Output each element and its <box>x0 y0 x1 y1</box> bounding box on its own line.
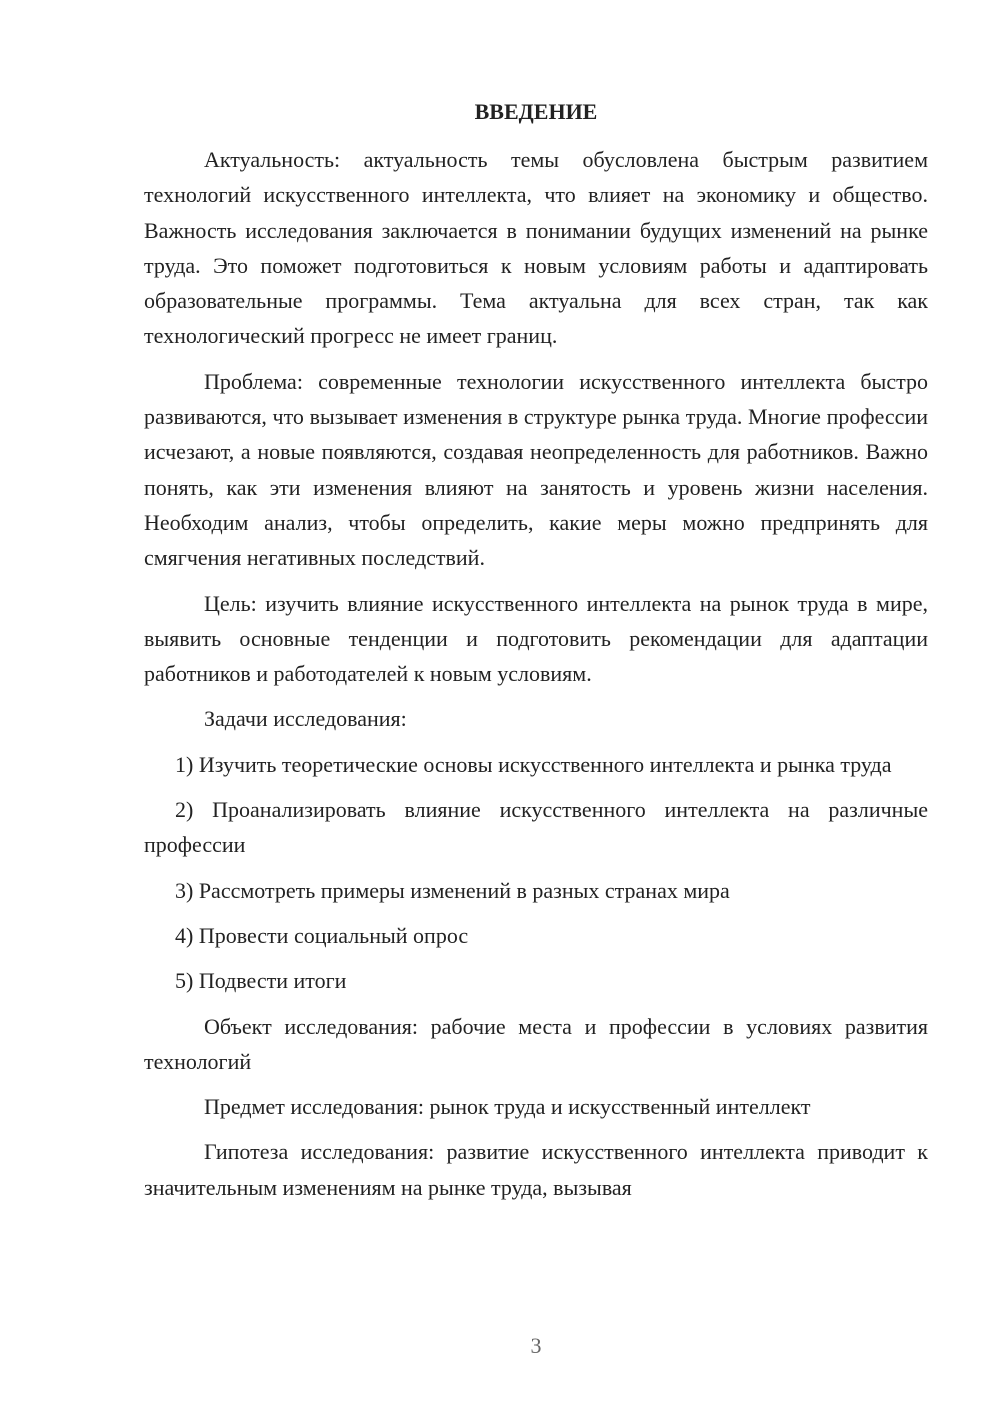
task-item-4: 4) Провести социальный опрос <box>175 922 469 948</box>
subject-paragraph: Предмет исследования: рынок труда и искусственный интеллект <box>204 1094 811 1120</box>
relevance-paragraph: Актуальность: актуальность темы обусловлена быстрым развитием технологий искусственного интеллекта, что влияет на экономику и общество. Важность исследования заключается в понимании будущих изменений на рынке труда. Это поможет подготовиться к новым условиям работы и адаптировать образовательные программы. Тема актуальна для всех стран, так как технологический прогресс не имеет границ. <box>144 147 928 349</box>
task-item-3: 3) Рассмотреть примеры изменений в разных странах мира <box>175 877 730 903</box>
section-title: ВВЕДЕНИЕ <box>474 99 598 124</box>
page-number: 3 <box>530 1333 542 1358</box>
tasks-heading: Задачи исследования: <box>204 706 407 732</box>
page-content <box>144 94 928 1205</box>
problem-paragraph: Проблема: современные технологии искусственного интеллекта быстро развиваются, что вызывает изменения в структуре рынка труда. Многие профессии исчезают, а новые появляются, создавая неопределенность для работников. Важно понять, как эти изменения влияют на занятость и уровень жизни населения. Необходим анализ, чтобы определить, какие меры можно предпринять для смягчения негативных последствий. <box>144 368 928 571</box>
object-paragraph: Объект исследования: рабочие места и профессии в условиях развития технологий <box>144 1013 928 1074</box>
goal-paragraph: Цель: изучить влияние искусственного интеллекта на рынок труда в мире, выявить основные тенденции и подготовить рекомендации для адаптации работников и работодателей к новым условиям. <box>144 590 928 687</box>
task-item-5: 5) Подвести итоги <box>175 968 347 994</box>
task-item-2: 2) Проанализировать влияние искусственного интеллекта на различные профессии <box>144 797 928 858</box>
hypothesis-paragraph: Гипотеза исследования: развитие искусственного интеллекта приводит к значительным изменениям на рынке труда, вызывая <box>144 1139 928 1200</box>
task-item-1: 1) Изучить теоретические основы искусственного интеллекта и рынка труда <box>175 751 892 777</box>
